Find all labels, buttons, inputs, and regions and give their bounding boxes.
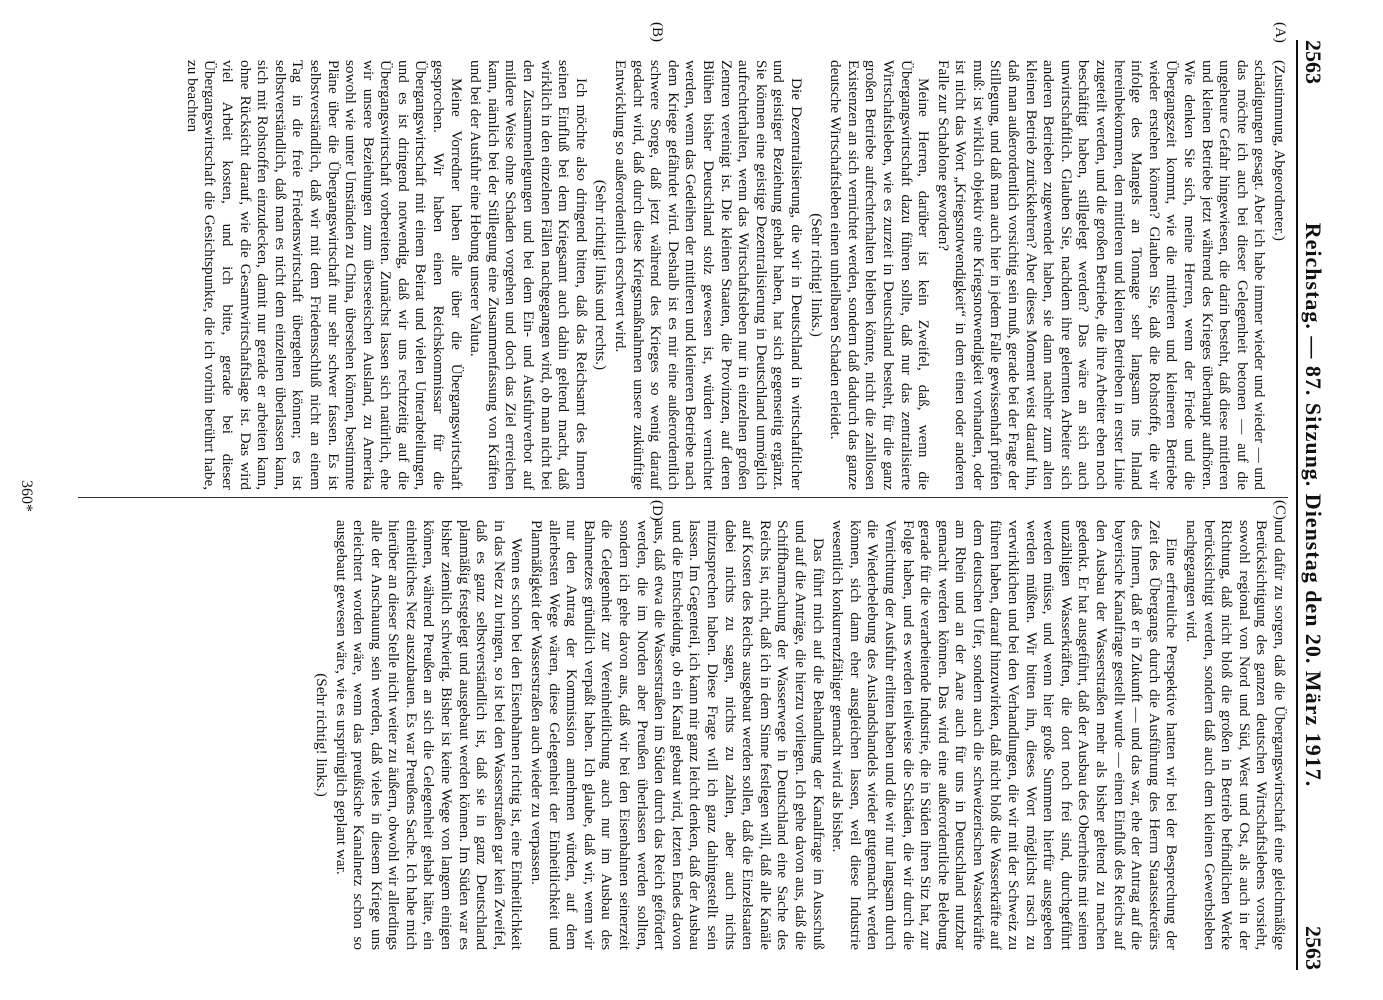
paragraph: Meine Herren, darüber ist kein Zweifel, daß, wenn die Übergangswirtschaft dazu führen sollte, daß nur das zentralisierte Wirtschaftsleben, wie es zurzeit in Deutschland besteht, für die ganz großen Betriebe aufrechterhalten bleiben könnte, nicht die zahllosen Existenzen an sich vernichtet werden, sondern daß dadurch das ganze deutsche Wirtschaftsleben einen unheilbaren Schaden erleidet. bbox=[827, 60, 933, 490]
page-header bbox=[1296, 40, 1326, 970]
interjection: (Sehr richtig! links.) bbox=[312, 673, 330, 797]
page-number-right: 2563 bbox=[1301, 926, 1326, 970]
paragraph: und dafür zu sorgen, daß die Übergangswirtschaft eine gleichmäßige Berücksichtigung des ganzen deutschen Wirtschaftslebens vorsieht, sowohl regional von Nord und Süd, West und Ost, als auch in der Richtung, daß nicht bloß die großen in Betrieb befindlichen Werke berücksichtigt werden, sondern daß auch dem kleinen Gewerbsleben nachgegangen wird. bbox=[1183, 520, 1288, 950]
page-number-left: 2563 bbox=[1301, 40, 1326, 84]
paragraph: schädigungen gesagt. Aber ich habe immer wieder und wieder — und das möchte ich auch bei dieser Gelegenheit betonen — auf die ungeheure Gefahr hingewiesen, die darin besteht, daß diese mittleren und kleinen Betriebe jetzt während des Krieges überhaupt aufhören. Wie denken Sie sich, meine Herren, wenn der Friede und die Übergangszeit kommt, wie die mittleren und kleineren Betriebe wieder erstehen können? Glauben Sie, daß die Rohstoffe, die wir infolge des Mangels an Tonnage sehr langsam ins Inland hereinbekommen, den mittleren und kleinen Betrieben in erster Linie zugeteilt werden, und die großen Betriebe, die ihre Arbeiter eben noch beschäftigt haben, stillgelegt werden? Das wäre an sich auch unwirtschaftlich. Glauben Sie, nachdem ihre gelernten Arbeiter sich anderen Betrieben zugewendet haben, sie dann nachher zum alten kleinen Betrieb zurückkehren? Aber dieses Moment weist darauf hin, daß man außerordentlich vorsichtig sein muß, gerade bei der Frage der Stillegung, und daß man auch hier in jedem Falle gewissenhaft prüfen muß: ist wirklich objektiv eine Kriegsnotwendigkeit vorhanden, oder ist nicht das Wort „Kriegsnotwendigkeit“ in dem einen oder anderen Falle zur Schablone geworden? bbox=[934, 60, 1269, 490]
paragraph: Meine Vorredner haben alle über die Übergangswirtschaft gesprochen. Wir haben einen Reichskommissar für die Übergangswirtschaft mit einem Beirat und vielen Unterabteilungen, und es ist dringend notwendig, daß wir uns rechtzeitig auf die Übergangswirtschaft vorbereiten. Zunächst lassen sich natürlich, ehe wir unsere Beziehungen zum überseeischen Ausland, zu Amerika sowohl wie unter Umständen zu China, übersehen können, bestimmte Pläne über die Übergangswirtschaft nur sehr schwer fassen. Es ist selbstverständlich, daß wir mit dem Friedensschluß nicht an einem Tag in die freie Friedenswirtschaft übergehen können; es ist selbstverständlich, daß man es nicht dem einzelnen überlassen kann, sich mit Rohstoffen einzudecken, damit nur gerade er arbeiten kann, ohne Rücksicht darauf, wie die Gesamtwirtschaftslage ist. Das wird viel Arbeit kosten, und ich bitte, gerade bei dieser Übergangswirtschaft die Gesichtspunkte, die ich vorhin berührt habe, zu beachten bbox=[183, 60, 465, 490]
left-column bbox=[181, 60, 1288, 490]
page-title: Reichstag. — 87. Sitzung. Dienstag den 20. März 1917. bbox=[1301, 222, 1326, 788]
right-column bbox=[310, 520, 1288, 950]
margin-marker-a: (A) bbox=[1272, 22, 1288, 43]
paragraph: Eine erfreuliche Perspektive hatten wir bei der Besprechung der Zeit des Übergangs durch die Ausführung des Herrn Staatssekretärs des Innern, daß er in Zukunft — und das war, ehe der Antrag auf die bayerische Kanalfrage gestellt wurde — einen Einfluß des Reichs auf den Ausbau der Wasserstraßen mehr als bisher geltend zu machen gedenkt. Er hat ausgeführt, daß der Ausbau des Oberrheins mit seinen unzähligen Wasserkräften, die dort noch frei sind, durchgeführt werden müsse, und wenn hier große Summen hierfür ausgegeben werden müßten. Wir bitten ihn, dieses Wort möglichst rasch zu verwirklichen und bei den Verhandlungen, die wir mit der Schweiz zu führen haben, darauf hinzuwirken, daß nicht bloß die Wasserkräfte auf dem deutschen Ufer, sondern auch die schweizerischen Wasserkräfte am Rhein und an der Aare auch für uns in Deutschland nutzbar gemacht werden können. Das wird eine außerordentliche Belebung gerade für die verarbeitende Industrie, die in Süden ihren Sitz hat, zur Folge haben, und es werden teilweise die Schäden, die wir durch die Vernichtung der Ausfuhr erlitten haben und die wir nur langsam durch die Wiederbelebung des Auslandshandels wieder gutgemacht werden können, sich dann eher ausgleichen lassen, weil diese Industrie wesentlich konkurrenzfähiger gemacht wird als bisher. bbox=[829, 520, 1181, 950]
paragraph: Die Dezentralisierung, die wir in Deutschland in wirtschaftlicher und geistiger Beziehung gehabt haben, hat sich gegenseitig ergänzt. Sie können eine geistige Dezentralisierung in Deutschland unmöglich aufrechterhalten, wenn das Wirtschaftsleben nur in einzelnen großen Zentren vereinigt ist. Die kleinen Staaten, die Provinzen, auf deren Blühen bisher Deutschland stolz gewesen ist, würden vernichtet werden, wenn das Gedeihen der mittleren und kleineren Betriebe nach dem Kriege gefährdet wird. Deshalb ist es mir eine außerordentlich schwere Sorge, daß jetzt während des Krieges so wenig darauf gedacht wird, daß durch diese Kriegsmaßnahmen unsere zukünftige Entwicklung so außerordentlich erschwert wird. bbox=[612, 60, 805, 490]
paragraph: Wenn es schon bei den Eisenbahnen richtig ist, eine Einheitlichkeit in das Netz zu bringen, so ist bei den Wasserstraßen gar kein Zweifel, daß es ganz selbstverständlich ist, daß sie in ganz Deutschland planmäßig festgelegt und ausgebaut werden können. Im Süden war es bisher ziemlich schwierig. Bisher ist keine Wege von langem einigen können, während Preußen an sich die Gelegenheit gehabt hätte, ein einheitliches Netz auszubauen. Es war Preußens Sache. Ich habe mich hierüber an dieser Stelle nicht weiter zu äußern, obwohl wir allerdings alle der Anschauung sein werden, daß vieles in diesem Kriege uns erleichtert worden wäre, wenn das preußische Kanalnetz schon so ausgebaut gewesen wäre, wie es ursprünglich geplant war. bbox=[332, 520, 526, 950]
paragraph: Das führt mich auf die Behandlung der Kanalfrage im Ausschuß und auf die Anträge, die hierzu vorliegen. Ich gehe davon aus, daß die Schiffbarmachung der Wasserwege in Deutschland eine Sache des Reichs ist, nicht, daß ich in dem Sinne festlegen will, daß alle Kanäle auf Kosten des Reichs ausgebaut werden sollen, daß die Einzelstaaten dabei nichts zu sagen, nichts zu zahlen, aber auch nichts mitzusprechen haben. Diese Frage will ich ganz dahingestellt sein lassen. Im Gegenteil, ich kann mir ganz leicht denken, daß der Ausbau und die Entscheidung, ob ein Kanal gebaut wird, letzten Endes davon aus, daß etwa die Wasserstraßen im Süden durch das Reich gefördert werden, die im Norden aber Preußen überlassen werden sollten, sondern ich gehe davon aus, daß wir bei den Eisenbahnen seinerzeit die Gelegenheit zur Vereinheitlichung auch nur im Ausbau des Bahnnetzes gründlich verpaßt haben. Ich glaube, daß wir, wenn wir nur den Antrag der Kommission annehmen würden, auf dem allerbesten Wege wären, diese Gelegenheit der Einheitlichkeit und Planmäßigkeit der Wasserstraßen auch wieder zu verpassen. bbox=[528, 520, 827, 950]
margin-marker-c: (C) bbox=[1272, 500, 1288, 520]
footer-number: 360* bbox=[18, 480, 35, 512]
margin-marker-d: (D) bbox=[649, 500, 665, 521]
column-divider bbox=[78, 497, 1288, 498]
interjection: (Sehr richtig! links und rechts.) bbox=[592, 179, 610, 371]
paragraph: (Zustimmung, Abgeordneter.) bbox=[1271, 60, 1288, 241]
interjection: (Sehr richtig! links.) bbox=[807, 213, 825, 337]
margin-marker-b: (B) bbox=[649, 22, 665, 42]
paragraph: Ich möchte also dringend bitten, daß das Reichsamt des Innern seinen Einfluß bei dem Kriegsamt auch dahin geltend macht, daß wirklich in den einzelnen Fällen nachgegangen wird, ob man nicht bei den Zusammenlegungen und bei dem Ein- und Ausfuhrverbot auf mildere Weise ohne Schaden vorgehen und doch das Ziel erreichen kann, nämlich bei der Stillegung eine Zusammenfassung von Kräften und bei der Ausfuhr eine Hebung unserer Valuta. bbox=[467, 60, 590, 490]
